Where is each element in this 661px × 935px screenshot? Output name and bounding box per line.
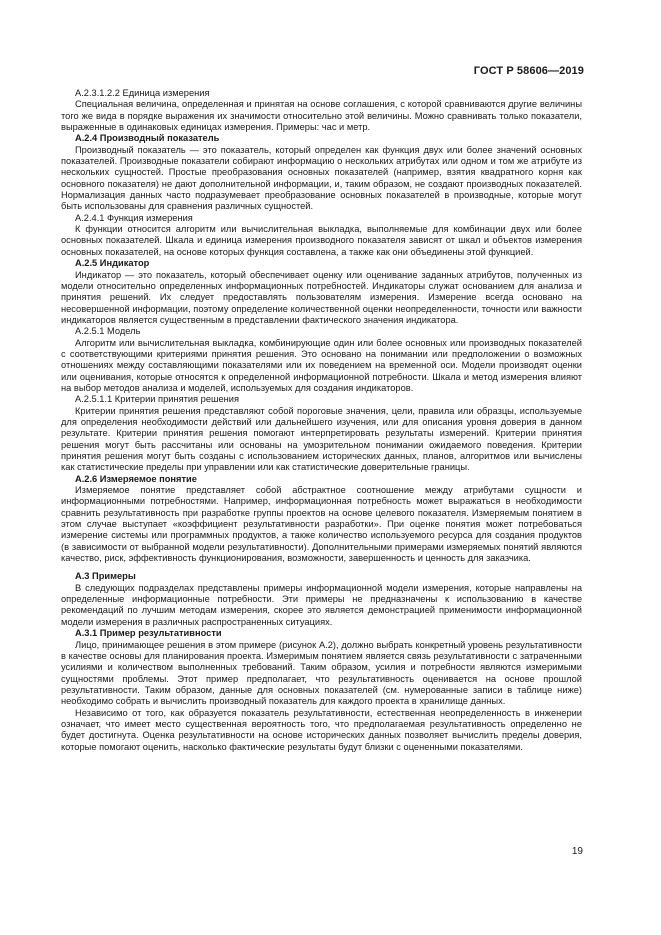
para-measurement-function: К функции относится алгоритм или вычислительная выкладка, выполняемые для комбинации двух или более основных показателей. Шкала и единица измерения производного показателя зависят от шкал и объектов измерения основных показателей, на основе которых функция составлена, а также как они объединены этой функцией. [61,224,582,257]
para-decision-criteria: Критерии принятия решения представляют собой пороговые значения, цели, правила или образцы, используемые для определения необходимости действий или дальнейшего изучения, или для описания уровня доверия в данном результате. Критерии принятия решения помогают интерпретировать результаты измерений. Критерии принятия решения могут быть рассчитаны или основаны на умозрительном понимании ожидаемого поведения. Критерии принятия решения могут быть созданы с использованием исторических данных, планов, алгоритмов или вычислены как статистические пределы при управлении или как статистические доверительные границы. [61,405,582,473]
document-body [61,88,582,753]
heading-a-2-6: А.2.6 Измеряемое понятие [75,473,197,484]
heading-a-2-4-1: А.2.4.1 Функция измерения [75,212,193,223]
para-productivity-example: Лицо, принимающее решения в этом примере (рисунок А.2), должно выбрать конкретный уровень результативности в качестве основы для планирования проекта. Измеримым понятием является связь результативности с затраченными усилиями и количеством выполненных требований. Таким образом, усилия и потребности являются измеримыми сущностями проблемы. Этот пример предполагает, что результативность оценивается на основе прошлой результативности. Таким образом, данные для основных показателей (см. нумерованные записи в таблице ниже) необходимо собрать и вычислить производный показатель для каждого проекта в хранилище данных. [61,639,582,707]
para-productivity-uncertainty: Независимо от того, как образуется показатель результативности, естественная неопределенность в инженерии означает, что имеет место существенная вероятность того, что предполагаемая результативность определенно не будет достигнута. Оценка результативности на основе исторических данных позволяет вычислить пределы доверия, которые помогают оценить, насколько фактические результаты будут близки с оцененными показателями. [61,707,582,752]
page-number: 19 [571,846,583,857]
heading-a-2-4: А.2.4 Производный показатель [75,133,220,144]
para-derived-measure: Производный показатель — это показатель, который определен как функция двух или более значений основных показателей. Производные показатели собирают информацию о нескольких атрибутах или одном и том же атрибуте из нескольких сущностей. Простые преобразования основных показателей (например, взятия квадратного корня как основного показателя) не дают дополнительной информации, и, таким образом, не создают производных показателей. Нормализация данных часто подразумевает преобразование основных показателей в производные, которые могут быть использованы для сравнения различных сущностей. [61,144,582,212]
heading-a-2-3-1-2-2: А.2.3.1.2.2 Единица измерения [75,88,210,98]
para-indicator: Индикатор — это показатель, который обеспечивает оценку или оценивание заданных атрибутов, полученных из модели относительно определенных информационных потребностей. Индикаторы служат основанием для анализа и принятия решений. Их следует предоставлять пользователям измерения. Измерение всегда основано на несовершенной информации, поэтому определение количественной оценки неопределенности, точности или важности индикаторов является существенным в представлении фактического значения индикатора. [61,269,582,325]
para-measurable-concept: Измеряемое понятие представляет собой абстрактное соотношение между атрибутами сущности и информационными потребностями. Например, информационная потребность может выражаться в необходимости сравнить результативность при разработке группы проектов на основе целевого показателя. Измеряемым понятием в этом случае выступает «коэффициент результативности разработки». При оценке понятия может потребоваться измерение системы или программных продуктов, а также количество используемого ресурса для создания продуктов (в зависимости от выбранной модели результативности). Дополнительными примерами измеряемых понятий являются качество, риск, эффективность функционирования, возможности, завершенность и ценность для заказчика. [61,485,582,564]
heading-a-2-5: А.2.5 Индикатор [75,258,150,269]
para-examples: В следующих подразделах представлены примеры информационной модели измерения, которые направлены на определенные информационные потребности. Эти примеры не предназначены к использованию в качестве рекомендаций по лучшим методам измерения, скорее это является демонстрацией применимости информационной модели измерения в различных распространенных ситуациях. [61,582,582,627]
heading-a-3-1: А.3.1 Пример результативности [75,628,222,639]
para-model: Алгоритм или вычислительная выкладка, комбинирующие один или более основных или производных показателей с соответствующими критериями принятия решения. Это основано на понимании или предположении о возможных отношениях между составляющими показателями или их поведением на временной оси. Модели производят оценки или оценивания, которые относятся к определенной информационной потребности. Шкала и метод измерения влияют на выбор методов анализа и моделей, используемых для создания индикаторов. [61,337,582,393]
standard-designation: ГОСТ Р 58606—2019 [473,65,584,77]
heading-a-3: А.3 Примеры [75,571,136,582]
para-unit: Специальная величина, определенная и принятая на основе соглашения, с которой сравниваются другие величины того же вида в порядке выражения их значимости относительно этой величины. Можно сравнивать только показатели, выраженные в одинаковых единицах измерения. Примеры: час и метр. [61,99,582,133]
heading-a-2-5-1-1: А.2.5.1.1 Критерии принятия решения [75,394,240,405]
heading-a-2-5-1: А.2.5.1 Модель [75,326,141,337]
